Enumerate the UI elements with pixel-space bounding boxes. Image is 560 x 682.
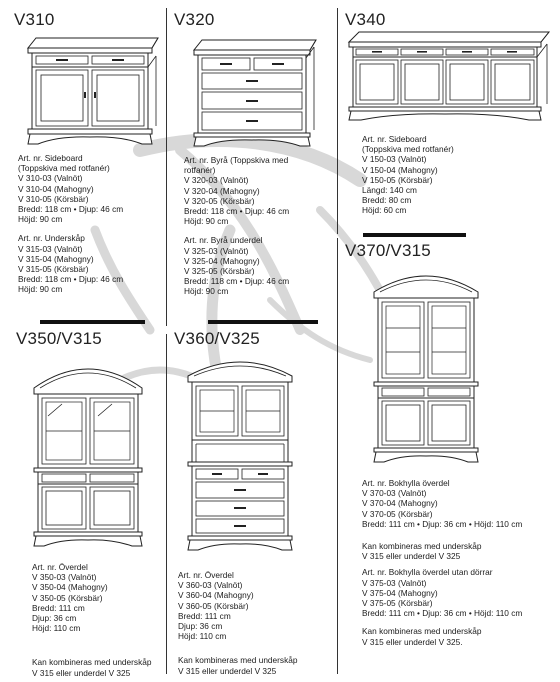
spec-note-line: Kan kombineras med underskåp xyxy=(32,657,152,668)
sideboard-illustration-v310 xyxy=(22,34,160,146)
spec-line: V 370-03 (Valnöt) xyxy=(362,488,427,499)
spec-line: Höjd: 90 cm xyxy=(18,284,63,295)
spec-block-v310 xyxy=(18,153,123,295)
spec-line: Bredd: 111 cm xyxy=(32,602,85,613)
spec-line: V 360-03 (Valnöt) xyxy=(178,580,243,591)
display-cabinet-illustration-v350 xyxy=(32,356,148,556)
spec-line: V 370-05 (Körsbär) xyxy=(362,508,433,519)
spec-line: V 370-04 (Mahogny) xyxy=(362,498,438,509)
spec-line: Art. nr. Sideboard xyxy=(18,153,83,163)
product-title-v360: V360/V325 xyxy=(174,329,260,348)
spec-line: Djup: 36 cm xyxy=(178,621,223,632)
section-separator-left xyxy=(40,320,145,324)
spec-line: Art. nr. Överdel xyxy=(178,570,234,580)
product-title-v370: V370/V315 xyxy=(345,241,431,260)
spec-line: Bredd: 111 cm xyxy=(178,610,231,621)
spec-line: Höjd: 110 cm xyxy=(178,631,227,642)
spec-line: Art. nr. Sideboard xyxy=(362,134,427,144)
spec-line: Bredd: 118 cm • Djup: 46 cm xyxy=(18,274,124,285)
spec-note-line: V 315 eller underdel V 325. xyxy=(362,636,463,647)
product-title-v350: V350/V315 xyxy=(16,329,102,348)
spec-line: V 315-04 (Mahogny) xyxy=(18,253,94,264)
product-title-v320: V320 xyxy=(174,10,215,29)
spec-note-line: V 315 eller underdel V 325 xyxy=(32,667,131,678)
divider-vertical-1 xyxy=(166,8,167,326)
chest-of-drawers-illustration-v320 xyxy=(190,38,320,148)
spec-note-line: Kan kombineras med underskåp xyxy=(362,626,482,637)
spec-line: V 360-05 (Körsbär) xyxy=(178,600,249,611)
hutch-cabinet-illustration-v360 xyxy=(186,354,296,564)
spec-line: Djup: 36 cm xyxy=(32,613,77,624)
long-sideboard-illustration-v340 xyxy=(345,30,555,126)
spec-line: Art. nr. Bokhylla överdel utan dörrar xyxy=(362,567,493,578)
spec-block-v360 xyxy=(178,570,297,676)
spec-line: Bredd: 118 cm • Djup: 46 cm xyxy=(184,276,290,287)
spec-note-line: V 315 eller underdel V 325 xyxy=(178,665,277,676)
spec-block-v340 xyxy=(362,134,454,216)
spec-line: Höjd: 90 cm xyxy=(18,214,63,225)
spec-line: V 350-03 (Valnöt) xyxy=(32,572,97,583)
divider-vertical-2 xyxy=(337,8,338,234)
spec-line: Höjd: 90 cm xyxy=(184,286,229,297)
product-title-v340: V340 xyxy=(345,10,386,29)
spec-line: rotfanér) xyxy=(184,165,216,176)
spec-line: Art. nr. Byrå (Toppskiva med xyxy=(184,155,289,165)
spec-line: V 310-04 (Mahogny) xyxy=(18,183,94,194)
spec-line: Bredd: 118 cm • Djup: 46 cm xyxy=(18,204,124,215)
spec-line: V 310-03 (Valnöt) xyxy=(18,173,83,184)
spec-line: Höjd: 90 cm xyxy=(184,216,229,227)
spec-line: V 150-05 (Körsbär) xyxy=(362,174,433,185)
divider-vertical-4 xyxy=(337,238,338,674)
spec-line: V 325-04 (Mahogny) xyxy=(184,255,260,266)
spec-line: V 320-04 (Mahogny) xyxy=(184,185,260,196)
spec-line: V 315-03 (Valnöt) xyxy=(18,243,83,254)
section-separator-middle xyxy=(208,320,318,324)
spec-line: Bredd: 111 cm • Djup: 36 cm • Höjd: 110 cm xyxy=(362,518,523,529)
section-separator-right xyxy=(363,233,466,237)
product-title-v310: V310 xyxy=(14,10,55,29)
bookcase-illustration-v370 xyxy=(372,266,482,474)
spec-line: Längd: 140 cm xyxy=(362,185,417,196)
divider-vertical-3 xyxy=(166,334,167,674)
spec-line: V 375-04 (Mahogny) xyxy=(362,587,438,598)
spec-line: (Toppskiva med rotfanér) xyxy=(362,144,454,155)
spec-line: V 360-04 (Mahogny) xyxy=(178,590,254,601)
spec-line: Art. nr. Underskåp xyxy=(18,233,85,244)
spec-line: V 315-05 (Körsbär) xyxy=(18,264,89,275)
spec-line: V 350-04 (Mahogny) xyxy=(32,582,108,593)
spec-note-line: Kan kombineras med underskåp xyxy=(178,655,298,666)
spec-line: Bredd: 118 cm • Djup: 46 cm xyxy=(184,206,290,217)
spec-line: Art. nr. Överdel xyxy=(32,562,88,572)
spec-note-line: V 315 eller underdel V 325 xyxy=(362,551,461,562)
spec-line: Bredd: 111 cm • Djup: 36 cm • Höjd: 110 cm xyxy=(362,608,523,619)
spec-line: V 325-05 (Körsbär) xyxy=(184,266,255,277)
spec-line: Art. nr. Bokhylla överdel xyxy=(362,478,450,488)
spec-note-line: Kan kombineras med underskåp xyxy=(362,541,482,552)
spec-block-v370 xyxy=(362,478,522,647)
spec-line: (Toppskiva med rotfanér) xyxy=(18,163,110,174)
spec-line: Höjd: 60 cm xyxy=(362,205,407,216)
spec-line: V 320-05 (Körsbär) xyxy=(184,195,255,206)
spec-line: Höjd: 110 cm xyxy=(32,623,81,634)
spec-line: V 150-03 (Valnöt) xyxy=(362,154,427,165)
spec-block-v350 xyxy=(32,562,151,678)
spec-line: V 325-03 (Valnöt) xyxy=(184,245,249,256)
spec-line: Art. nr. Byrå underdel xyxy=(184,235,263,246)
spec-line: V 150-04 (Mahogny) xyxy=(362,164,438,175)
spec-line: V 320-03 (Valnöt) xyxy=(184,175,249,186)
spec-block-v320 xyxy=(184,155,289,297)
spec-line: V 375-03 (Valnöt) xyxy=(362,577,427,588)
spec-line: V 350-05 (Körsbär) xyxy=(32,592,103,603)
spec-line: V 310-05 (Körsbär) xyxy=(18,193,89,204)
spec-line: V 375-05 (Körsbär) xyxy=(362,598,433,609)
spec-line: Bredd: 80 cm xyxy=(362,195,412,206)
